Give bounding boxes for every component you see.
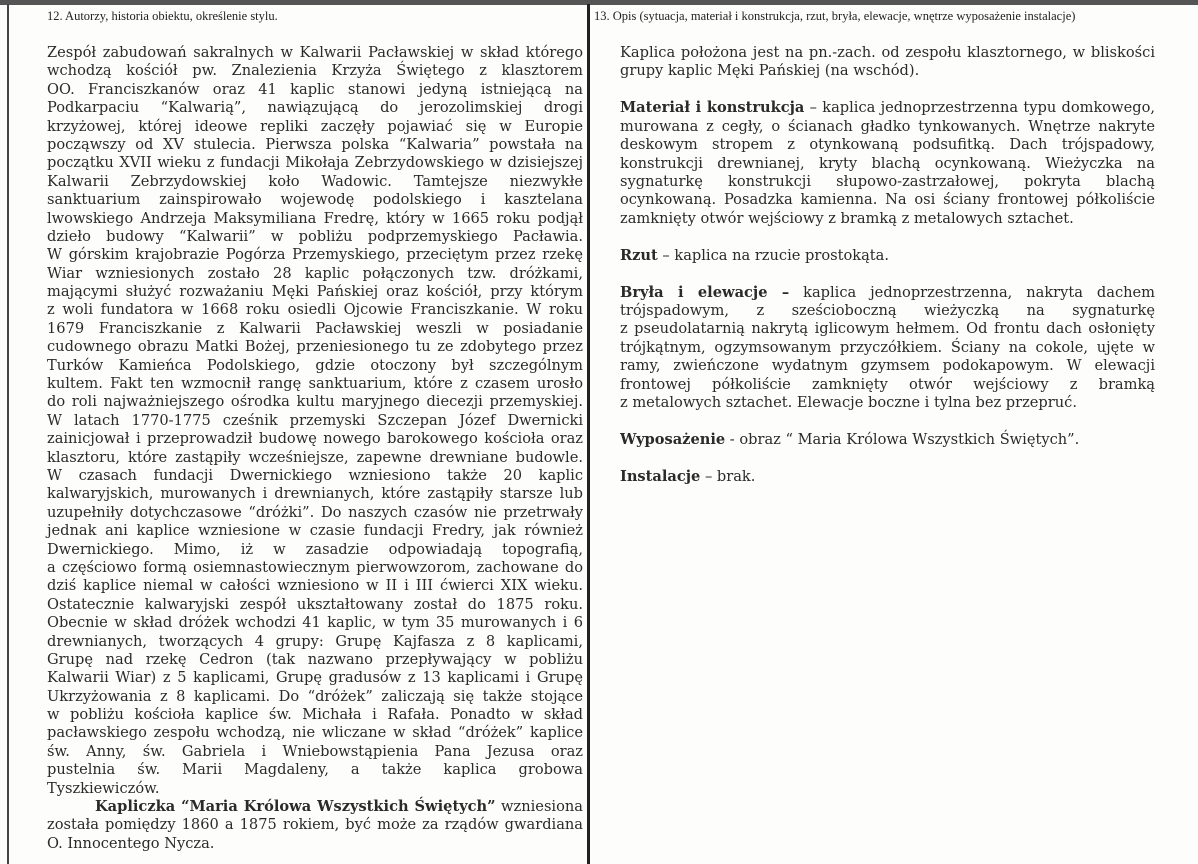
text-line bbox=[47, 816, 583, 834]
text-line bbox=[47, 393, 583, 411]
text-line bbox=[47, 633, 583, 651]
bold-heading: Kapliczka “Maria Królowa Wszystkich Świętych” bbox=[95, 798, 496, 816]
line-text: kaplica jednoprzestrzenna, nakryta dachem bbox=[789, 283, 1155, 301]
text-line bbox=[47, 81, 583, 99]
line-text: frontowej półkoliście zamknięty otwór wejściowy z bramką bbox=[620, 375, 1155, 393]
line-text: cudownego obrazu Matki Bożej, przeniesionego tu ze zdobytego przez bbox=[47, 338, 583, 356]
text-line bbox=[47, 246, 583, 264]
paragraph bbox=[620, 284, 1155, 413]
bold-heading: Instalacje bbox=[620, 468, 701, 485]
text-line bbox=[47, 522, 583, 540]
text-line bbox=[620, 339, 1155, 357]
line-text: z woli fundatora w 1668 roku osiedli Ojcowie Franciszkanie. W roku bbox=[47, 301, 583, 319]
line-text: sygnaturkę konstrukcji słupowo-zastrzałowej, pokryta blachą bbox=[620, 172, 1155, 190]
line-text: dzieło budowy “Kalwarii” w pobliżu podprzemyskiego Pacławia. bbox=[47, 227, 583, 245]
text-line bbox=[47, 614, 583, 632]
text-line bbox=[47, 412, 583, 430]
line-text: deskowym stropem z otynkowaną podsufitką. Dach trójspadowy, bbox=[620, 136, 1155, 154]
line-text: ramy, zwieńczone wydatnym gzymsem podokapowym. W elewacji bbox=[620, 357, 1155, 375]
line-text: konstrukcji drewnianej, kryty blachą ocynkowaną. Wieżyczka na bbox=[620, 154, 1155, 172]
text-line bbox=[47, 62, 583, 80]
line-text: wchodzą kościół pw. Znalezienia Krzyża Świętego z klasztorem bbox=[47, 62, 583, 80]
line-text: kultem. Fakt ten wzmocnił rangę sanktuarium, które z czasem urosło bbox=[47, 375, 583, 393]
text-line bbox=[47, 504, 583, 522]
text-line bbox=[620, 320, 1155, 338]
line-text: z pseudolatarnią nakrytą iglicowym hełmem. Od frontu dach osłonięty bbox=[620, 320, 1155, 338]
line-text: św. Anny, św. Gabriela i Wniebowstąpienia Pana Jezusa oraz bbox=[47, 742, 583, 760]
text-line bbox=[47, 835, 583, 853]
text-line bbox=[47, 541, 583, 559]
paragraph-gap bbox=[620, 449, 1155, 468]
line-text: zamknięty otwór wejściowy z bramką z metalowych sztachet. bbox=[620, 209, 1074, 227]
line-text: O. Innocentego Nycza. bbox=[47, 834, 215, 852]
line-text: ocynkowaną. Posadzka kamienna. Na osi ściany frontowej półkoliście bbox=[620, 191, 1155, 209]
paragraph bbox=[620, 99, 1155, 228]
line-text: – kaplica na rzucie prostokąta. bbox=[657, 246, 890, 264]
description-text-column bbox=[620, 44, 1155, 486]
line-text: Kalwarii Wiar) z 5 kaplicami, Grupę gradusów z 13 kaplicami i Grupę bbox=[47, 669, 583, 687]
line-text: począwszy od XV stulecia. Pierwsza polska “Kalwaria” powstała na bbox=[47, 135, 583, 153]
text-line bbox=[620, 44, 1155, 62]
text-line bbox=[47, 375, 583, 393]
line-text: trójkątnym, ogzymsowanym przyczółkiem. Ściany na cokole, ujęte w bbox=[620, 338, 1155, 356]
text-line bbox=[620, 284, 1155, 302]
text-line bbox=[620, 99, 1155, 117]
text-line bbox=[620, 376, 1155, 394]
line-text: W górskim krajobrazie Pogórza Przemyskiego, przeciętym przez rzekę bbox=[47, 246, 583, 264]
text-line bbox=[47, 485, 583, 503]
text-line bbox=[47, 99, 583, 117]
paragraph-gap bbox=[620, 265, 1155, 284]
line-text: drewnianych, tworzących 4 grupy: Grupę Kajfasza z 8 kaplicami, bbox=[47, 632, 583, 650]
text-line bbox=[47, 283, 583, 301]
line-text: wzniesiona bbox=[495, 798, 583, 816]
paragraph bbox=[620, 44, 1155, 81]
text-line bbox=[47, 320, 583, 338]
line-text: kalwaryjskich, murowanych i drewnianych, które zastąpiły starsze lub bbox=[47, 485, 583, 503]
bold-heading: Wyposażenie bbox=[620, 431, 726, 449]
line-text: W czasach fundacji Dwernickiego wzniesiono także 20 kaplic bbox=[47, 466, 583, 484]
line-text: Obecnie w skład dróżek wchodzi 41 kaplic, w tym 35 murowanych i 6 bbox=[47, 614, 583, 632]
line-text: jednak ani kaplice wzniesione w czasie fundacji Fredry, jak również bbox=[47, 522, 583, 540]
line-text: Tyszkiewiczów. bbox=[47, 779, 160, 797]
text-line bbox=[620, 136, 1155, 154]
line-text: Dwernickiego. Mimo, iż w zasadzie odpowiadają topografią, bbox=[47, 540, 583, 558]
section-12-header: 12. Autorzy, historia obiektu, określenie stylu. bbox=[47, 9, 278, 23]
text-line bbox=[47, 596, 583, 614]
text-line bbox=[47, 44, 583, 62]
line-text: do roli najważniejszego ośrodka kultu maryjnego diecezji przemyskiej. bbox=[47, 393, 583, 411]
bold-heading: Materiał i konstrukcja bbox=[620, 99, 805, 117]
text-line bbox=[47, 559, 583, 577]
line-text: 1679 Franciszkanie z Kalwarii Pacławskiej weszli w posiadanie bbox=[47, 319, 583, 337]
line-text: Turków Kamieńca Podolskiego, gdzie otoczony był szczególnym bbox=[47, 356, 583, 374]
line-text: Grupę nad rzekę Cedron (tak nazwano przepływający w pobliżu bbox=[47, 650, 583, 668]
text-line bbox=[47, 265, 583, 283]
line-text: – brak. bbox=[700, 468, 756, 485]
text-line bbox=[47, 467, 583, 485]
text-line bbox=[47, 669, 583, 687]
line-text: krzyżowej, której ideowe repliki zaczęły pojawiać się w Europie bbox=[47, 117, 583, 135]
paragraph bbox=[47, 798, 583, 853]
history-text-column bbox=[47, 44, 583, 853]
paragraph-gap bbox=[620, 228, 1155, 247]
text-line bbox=[620, 431, 1155, 449]
text-line bbox=[47, 743, 583, 761]
line-text: Wiar wzniesionych zostało 28 kaplic połączonych tzw. dróżkami, bbox=[47, 264, 583, 282]
line-text: trójspadowym, z sześcioboczną wieżyczką na sygnaturkę bbox=[620, 302, 1155, 320]
line-text: Ukrzyżowania z 8 kaplicami. Do “dróżek” zaliczają się także stojące bbox=[47, 687, 583, 705]
line-text: dziś kaplice niemal w całości wzniesiono w II i III ćwierci XIX wieku. bbox=[47, 577, 583, 595]
line-text: Kalwarii Zebrzydowskiej koło Wadowic. Tamtejsze niezwykłe bbox=[47, 172, 583, 190]
text-line bbox=[47, 798, 583, 816]
line-text: lwowskiego Andrzeja Maksymiliana Fredrę, który w 1665 roku podjął bbox=[47, 209, 583, 227]
text-line bbox=[47, 688, 583, 706]
text-line bbox=[620, 394, 1155, 412]
text-line bbox=[47, 761, 583, 779]
text-line bbox=[620, 191, 1155, 209]
line-text: w pobliżu kościoła kaplice św. Michała i Rafała. Ponadto w skład bbox=[47, 706, 583, 724]
line-text: Ostatecznie kalwaryjski zespół ukształtowany został do 1875 roku. bbox=[47, 595, 583, 613]
text-line bbox=[47, 173, 583, 191]
line-text: W latach 1770-1775 cześnik przemyski Szczepan Józef Dwernicki bbox=[47, 411, 583, 429]
section-13-header: 13. Opis (sytuacja, materiał i konstrukcja, rzut, bryła, elewacje, wnętrze wyposażenie instalacje) bbox=[594, 9, 1076, 23]
paragraph-gap bbox=[620, 81, 1155, 100]
text-line bbox=[620, 173, 1155, 191]
line-text: z metalowych sztachet. Elewacje boczne i tylna bez przepruć. bbox=[620, 394, 1077, 412]
line-text: – kaplica jednoprzestrzenna typu domkowego, bbox=[804, 99, 1155, 117]
scan-top-edge bbox=[0, 0, 1198, 5]
text-line bbox=[47, 338, 583, 356]
text-line bbox=[620, 357, 1155, 375]
text-line bbox=[620, 468, 1155, 486]
line-text: uzupełniły dotychczasowe “dróżki”. Do naszych czasów nie przetrwały bbox=[47, 503, 583, 521]
text-line bbox=[47, 154, 583, 172]
bold-heading: Bryła i elewacje – bbox=[620, 283, 790, 301]
paragraph bbox=[47, 44, 583, 798]
line-text: - obraz “ Maria Królowa Wszystkich Świętych”. bbox=[725, 431, 1080, 449]
line-text: pustelnia św. Marii Magdaleny, a także kaplica grobowa bbox=[47, 761, 583, 779]
text-line bbox=[620, 210, 1155, 228]
text-line bbox=[47, 118, 583, 136]
text-line bbox=[47, 430, 583, 448]
line-text: OO. Franciszkanów oraz 41 kaplic stanowi jedyną istniejącą na bbox=[47, 80, 583, 98]
line-text: grupy kaplic Męki Pańskiej (na wschód). bbox=[620, 62, 920, 80]
line-text: Zespół zabudowań sakralnych w Kalwarii Pacławskiej w skład którego bbox=[47, 44, 583, 61]
bold-heading: Rzut bbox=[620, 246, 658, 264]
text-line bbox=[47, 577, 583, 595]
text-line bbox=[47, 301, 583, 319]
text-line bbox=[47, 449, 583, 467]
text-line bbox=[620, 62, 1155, 80]
text-line bbox=[47, 706, 583, 724]
line-text: zainicjował i przeprowadził budowę nowego barokowego kościoła oraz bbox=[47, 430, 583, 448]
paragraph bbox=[620, 431, 1155, 449]
line-text: sanktuarium zainspirowało wojewodę podolskiego i kasztelana bbox=[47, 191, 583, 209]
text-line bbox=[620, 118, 1155, 136]
line-text: początku XVII wieku z fundacji Mikołaja Zebrzydowskiego w dzisiejszej bbox=[47, 154, 583, 172]
text-line bbox=[620, 247, 1155, 265]
line-text: została pomiędzy 1860 a 1875 rokiem, być może za rządów gwardiana bbox=[47, 816, 583, 834]
paragraph bbox=[620, 247, 1155, 265]
text-line bbox=[47, 724, 583, 742]
text-line bbox=[47, 357, 583, 375]
text-line bbox=[47, 651, 583, 669]
paragraph bbox=[620, 468, 1155, 486]
form-left-border bbox=[7, 4, 9, 864]
text-line bbox=[47, 136, 583, 154]
line-text: pacławskiego zespołu wchodzą, nie wliczane w skład “dróżek” kaplice bbox=[47, 724, 583, 742]
text-line bbox=[47, 210, 583, 228]
text-line bbox=[47, 780, 583, 798]
paragraph-gap bbox=[620, 412, 1155, 431]
column-divider bbox=[587, 4, 590, 864]
line-text: Kaplica położona jest na pn.-zach. od zespołu klasztornego, w bliskości bbox=[620, 44, 1155, 61]
line-text: murowana z cegły, o ścianach gładko tynkowanych. Wnętrze nakryte bbox=[620, 117, 1155, 135]
line-text: Podkarpaciu “Kalwarią”, nawiązującą do jerozolimskiej drogi bbox=[47, 99, 583, 117]
text-line bbox=[620, 155, 1155, 173]
text-line bbox=[47, 191, 583, 209]
text-line bbox=[47, 228, 583, 246]
text-line bbox=[620, 302, 1155, 320]
line-text: klasztoru, które zastąpiły wcześniejsze, zapewne drewniane budowle. bbox=[47, 448, 583, 466]
line-text: mającymi służyć rozważaniu Męki Pańskiej oraz kościół, przy którym bbox=[47, 283, 583, 301]
line-text: a częściowo formą osiemnastowiecznym pierwowzorom, zachowane do bbox=[47, 558, 583, 576]
